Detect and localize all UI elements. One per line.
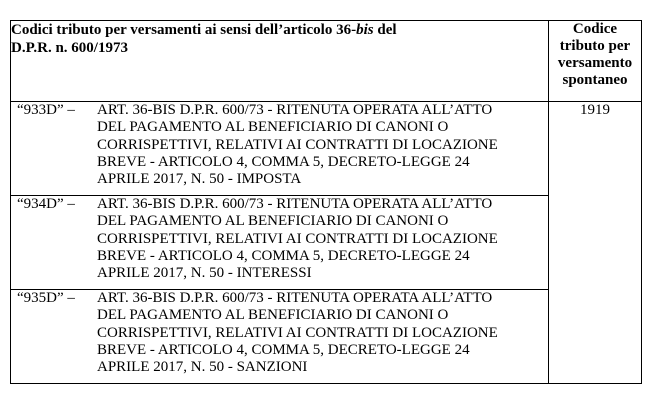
description-line: CORRISPETTIVI, RELATIVI AI CONTRATTI DI LOCAZIONE <box>97 136 498 153</box>
tax-code-description <box>97 196 548 282</box>
description-line: BREVE - ARTICOLO 4, COMMA 5, DECRETO-LEGGE 24 <box>97 341 470 358</box>
description-line: BREVE - ARTICOLO 4, COMMA 5, DECRETO-LEGGE 24 <box>97 153 470 170</box>
header-right-line: Codice <box>572 21 618 37</box>
row-cell <box>11 102 549 196</box>
tax-codes-table <box>10 20 642 384</box>
table-row <box>11 290 642 384</box>
header-right-line: versamento <box>557 55 633 71</box>
header-row <box>11 21 642 102</box>
row-cell <box>11 196 549 290</box>
header-text: Codici tributo per versamenti ai sensi dell’articolo 36- <box>11 22 357 38</box>
tax-code: “934D” – <box>17 196 75 212</box>
header-left-line <box>11 21 548 39</box>
tax-code: “933D” – <box>17 102 75 118</box>
description-line: DEL PAGAMENTO AL BENEFICIARIO DI CANONI O <box>97 119 449 136</box>
header-left-cell <box>11 21 549 102</box>
description-line: APRILE 2017, N. 50 - IMPOSTA <box>97 171 302 188</box>
header-right-line: spontaneo <box>562 72 628 88</box>
header-italic-text: bis <box>356 22 374 38</box>
description-line: ART. 36-BIS D.P.R. 600/73 - RITENUTA OPERATA ALL’ATTO <box>97 196 493 212</box>
header-right-cell <box>549 21 642 102</box>
description-line: BREVE - ARTICOLO 4, COMMA 5, DECRETO-LEGGE 24 <box>97 247 470 264</box>
description-line: APRILE 2017, N. 50 - SANZIONI <box>97 359 308 376</box>
description-line: ART. 36-BIS D.P.R. 600/73 - RITENUTA OPERATA ALL’ATTO <box>97 290 493 306</box>
description-line: CORRISPETTIVI, RELATIVI AI CONTRATTI DI LOCAZIONE <box>97 230 498 247</box>
row-cell <box>11 290 549 384</box>
header-text: del <box>373 22 397 38</box>
description-line: DEL PAGAMENTO AL BENEFICIARIO DI CANONI O <box>97 307 449 324</box>
header-left-line: D.P.R. n. 600/1973 <box>11 40 128 56</box>
table-row <box>11 196 642 290</box>
tax-code: “935D” – <box>17 290 75 306</box>
description-line: APRILE 2017, N. 50 - INTERESSI <box>97 265 312 282</box>
description-line: DEL PAGAMENTO AL BENEFICIARIO DI CANONI O <box>97 213 449 230</box>
description-line: CORRISPETTIVI, RELATIVI AI CONTRATTI DI LOCAZIONE <box>97 324 498 341</box>
tax-code-description <box>97 290 548 376</box>
description-line: ART. 36-BIS D.P.R. 600/73 - RITENUTA OPERATA ALL’ATTO <box>97 102 493 118</box>
table-row <box>11 102 642 196</box>
tax-code-description <box>97 102 548 188</box>
header-right-line: tributo per <box>559 38 631 54</box>
spontaneous-code-cell: 1919 <box>549 102 642 384</box>
